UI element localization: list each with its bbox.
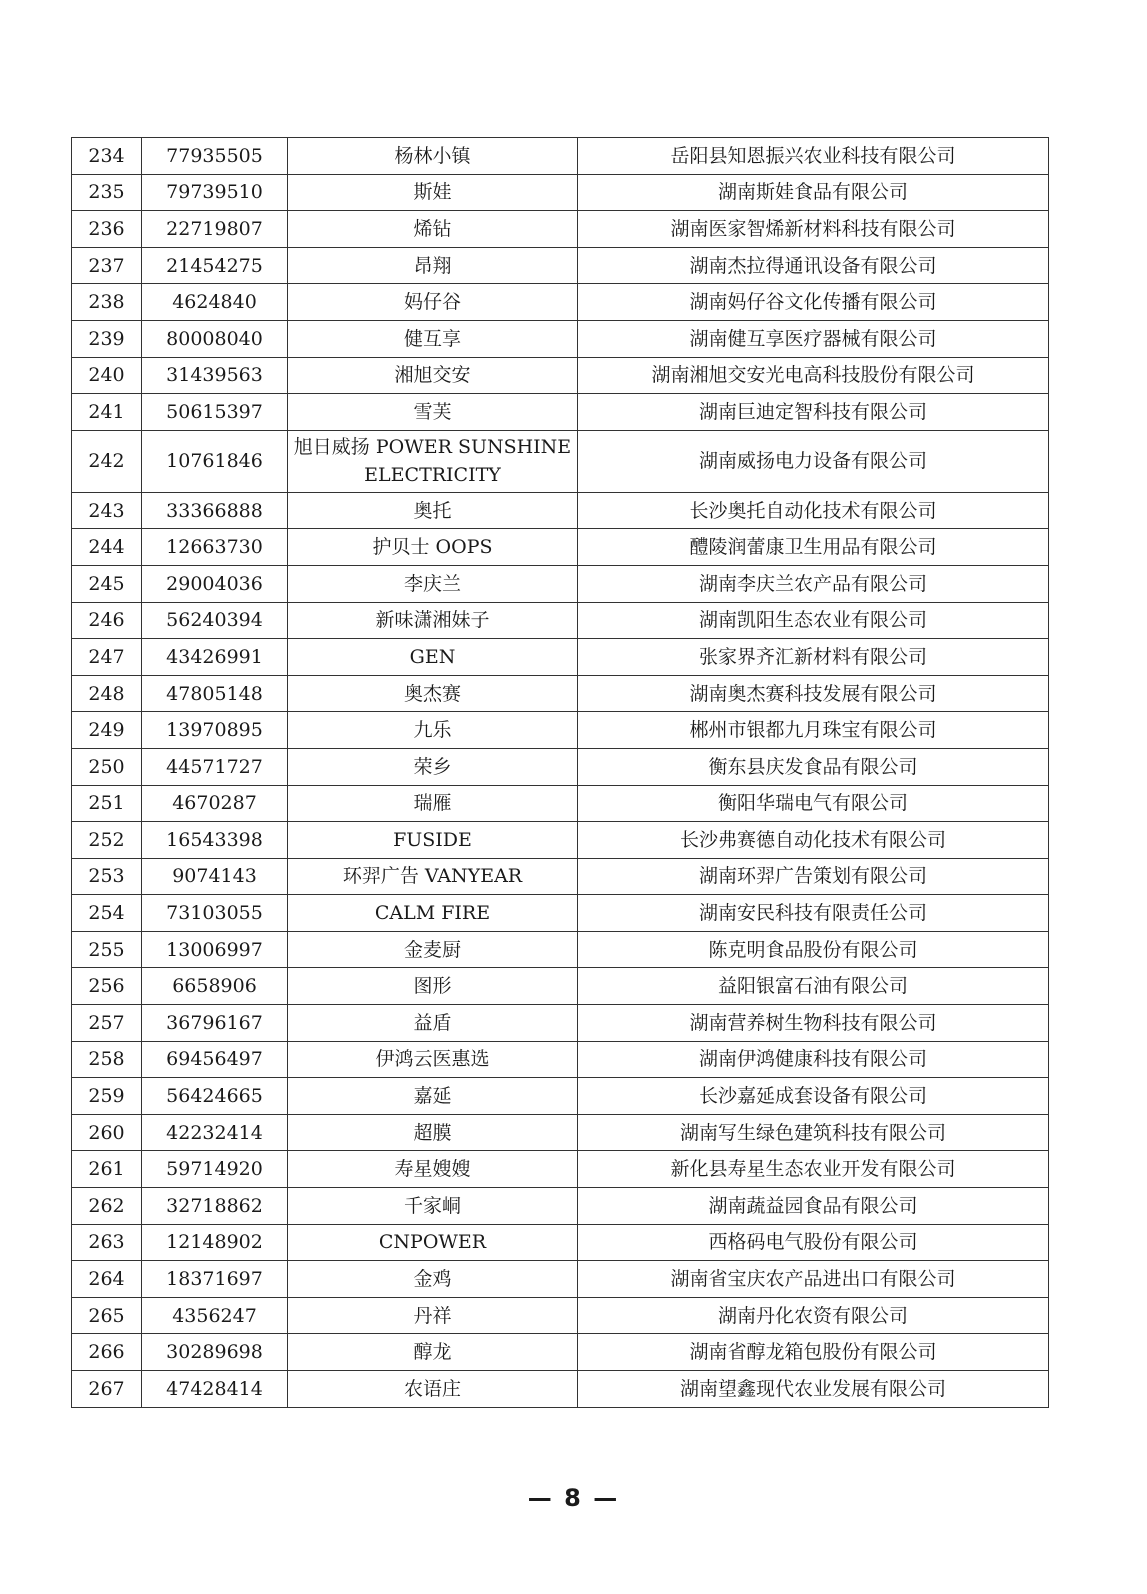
registration-number-cell: 6658906 — [142, 968, 288, 1005]
owner-cell: 湖南湘旭交安光电高科技股份有限公司 — [578, 357, 1049, 394]
registration-number-cell: 31439563 — [142, 357, 288, 394]
trademark-cell: 新味潇湘妹子 — [288, 602, 578, 639]
table-row — [72, 639, 1049, 676]
owner-cell: 湖南省醇龙箱包股份有限公司 — [578, 1334, 1049, 1371]
table-row — [72, 1224, 1049, 1261]
owner-cell: 湖南李庆兰农产品有限公司 — [578, 565, 1049, 602]
row-number-cell: 235 — [72, 174, 142, 211]
registration-number-cell: 43426991 — [142, 639, 288, 676]
owner-cell: 湖南健互享医疗器械有限公司 — [578, 320, 1049, 357]
table-row — [72, 822, 1049, 859]
trademark-cell: 旭日威扬 POWER SUNSHINE ELECTRICITY — [288, 430, 578, 492]
registration-number-cell: 44571727 — [142, 748, 288, 785]
table-row — [72, 675, 1049, 712]
trademark-cell: 农语庄 — [288, 1371, 578, 1408]
registration-number-cell: 29004036 — [142, 565, 288, 602]
trademark-cell: 荣乡 — [288, 748, 578, 785]
owner-cell: 长沙奥托自动化技术有限公司 — [578, 492, 1049, 529]
registration-number-cell: 4670287 — [142, 785, 288, 822]
trademark-table-body — [72, 138, 1049, 1408]
table-row — [72, 748, 1049, 785]
table-row — [72, 1041, 1049, 1078]
trademark-cell: 雪芙 — [288, 394, 578, 431]
table-row — [72, 712, 1049, 749]
row-number-cell: 250 — [72, 748, 142, 785]
table-row — [72, 1188, 1049, 1225]
row-number-cell: 246 — [72, 602, 142, 639]
table-row — [72, 284, 1049, 321]
owner-cell: 陈克明食品股份有限公司 — [578, 931, 1049, 968]
registration-number-cell: 59714920 — [142, 1151, 288, 1188]
registration-number-cell: 73103055 — [142, 895, 288, 932]
owner-cell: 湖南省宝庆农产品进出口有限公司 — [578, 1261, 1049, 1298]
trademark-cell: 杨林小镇 — [288, 138, 578, 175]
row-number-cell: 264 — [72, 1261, 142, 1298]
row-number-cell: 238 — [72, 284, 142, 321]
owner-cell: 郴州市银都九月珠宝有限公司 — [578, 712, 1049, 749]
owner-cell: 湖南凯阳生态农业有限公司 — [578, 602, 1049, 639]
row-number-cell: 258 — [72, 1041, 142, 1078]
row-number-cell: 252 — [72, 822, 142, 859]
row-number-cell: 241 — [72, 394, 142, 431]
table-row — [72, 1114, 1049, 1151]
owner-cell: 长沙弗赛德自动化技术有限公司 — [578, 822, 1049, 859]
trademark-cell: GEN — [288, 639, 578, 676]
row-number-cell: 237 — [72, 247, 142, 284]
table-row — [72, 320, 1049, 357]
registration-number-cell: 30289698 — [142, 1334, 288, 1371]
registration-number-cell: 18371697 — [142, 1261, 288, 1298]
row-number-cell: 247 — [72, 639, 142, 676]
owner-cell: 湖南安民科技有限责任公司 — [578, 895, 1049, 932]
trademark-cell: 千家峒 — [288, 1188, 578, 1225]
trademark-cell: CNPOWER — [288, 1224, 578, 1261]
registration-number-cell: 4356247 — [142, 1297, 288, 1334]
row-number-cell: 242 — [72, 430, 142, 492]
table-row — [72, 1371, 1049, 1408]
trademark-cell: 李庆兰 — [288, 565, 578, 602]
table-row — [72, 138, 1049, 175]
registration-number-cell: 13970895 — [142, 712, 288, 749]
row-number-cell: 249 — [72, 712, 142, 749]
trademark-cell: 斯娃 — [288, 174, 578, 211]
owner-cell: 湖南奥杰赛科技发展有限公司 — [578, 675, 1049, 712]
row-number-cell: 244 — [72, 529, 142, 566]
trademark-cell: 九乐 — [288, 712, 578, 749]
trademark-cell: 丹祥 — [288, 1297, 578, 1334]
row-number-cell: 266 — [72, 1334, 142, 1371]
owner-cell: 张家界齐汇新材料有限公司 — [578, 639, 1049, 676]
registration-number-cell: 12663730 — [142, 529, 288, 566]
trademark-cell: 护贝士 OOPS — [288, 529, 578, 566]
owner-cell: 湖南伊鸿健康科技有限公司 — [578, 1041, 1049, 1078]
row-number-cell: 240 — [72, 357, 142, 394]
registration-number-cell: 32718862 — [142, 1188, 288, 1225]
trademark-cell: 益盾 — [288, 1005, 578, 1042]
owner-cell: 益阳银富石油有限公司 — [578, 968, 1049, 1005]
registration-number-cell: 47805148 — [142, 675, 288, 712]
trademark-cell: 环羿广告 VANYEAR — [288, 858, 578, 895]
table-row — [72, 1005, 1049, 1042]
owner-cell: 湖南巨迪定智科技有限公司 — [578, 394, 1049, 431]
row-number-cell: 256 — [72, 968, 142, 1005]
owner-cell: 湖南威扬电力设备有限公司 — [578, 430, 1049, 492]
owner-cell: 长沙嘉延成套设备有限公司 — [578, 1078, 1049, 1115]
owner-cell: 衡东县庆发食品有限公司 — [578, 748, 1049, 785]
trademark-cell: 健互享 — [288, 320, 578, 357]
owner-cell: 新化县寿星生态农业开发有限公司 — [578, 1151, 1049, 1188]
registration-number-cell: 16543398 — [142, 822, 288, 859]
table-row — [72, 1151, 1049, 1188]
table-row — [72, 357, 1049, 394]
registration-number-cell: 80008040 — [142, 320, 288, 357]
table-row — [72, 492, 1049, 529]
trademark-cell: FUSIDE — [288, 822, 578, 859]
table-row — [72, 174, 1049, 211]
trademark-cell: 伊鸿云医惠选 — [288, 1041, 578, 1078]
owner-cell: 岳阳县知恩振兴农业科技有限公司 — [578, 138, 1049, 175]
trademark-cell: 金麦厨 — [288, 931, 578, 968]
registration-number-cell: 36796167 — [142, 1005, 288, 1042]
row-number-cell: 262 — [72, 1188, 142, 1225]
registration-number-cell: 10761846 — [142, 430, 288, 492]
row-number-cell: 259 — [72, 1078, 142, 1115]
trademark-cell: 昂翔 — [288, 247, 578, 284]
owner-cell: 湖南写生绿色建筑科技有限公司 — [578, 1114, 1049, 1151]
trademark-cell: 金鸡 — [288, 1261, 578, 1298]
trademark-cell: 妈仔谷 — [288, 284, 578, 321]
table-row — [72, 394, 1049, 431]
registration-number-cell: 50615397 — [142, 394, 288, 431]
row-number-cell: 253 — [72, 858, 142, 895]
owner-cell: 醴陵润蕾康卫生用品有限公司 — [578, 529, 1049, 566]
row-number-cell: 261 — [72, 1151, 142, 1188]
table-row — [72, 858, 1049, 895]
trademark-cell: 图形 — [288, 968, 578, 1005]
row-number-cell: 243 — [72, 492, 142, 529]
registration-number-cell: 12148902 — [142, 1224, 288, 1261]
table-row — [72, 565, 1049, 602]
trademark-cell: 嘉延 — [288, 1078, 578, 1115]
registration-number-cell: 33366888 — [142, 492, 288, 529]
registration-number-cell: 56240394 — [142, 602, 288, 639]
owner-cell: 湖南营养树生物科技有限公司 — [578, 1005, 1049, 1042]
table-row — [72, 895, 1049, 932]
table-row — [72, 1078, 1049, 1115]
trademark-cell: 奥杰赛 — [288, 675, 578, 712]
table-row — [72, 1334, 1049, 1371]
owner-cell: 西格码电气股份有限公司 — [578, 1224, 1049, 1261]
trademark-cell: 醇龙 — [288, 1334, 578, 1371]
table-row — [72, 602, 1049, 639]
table-row — [72, 247, 1049, 284]
row-number-cell: 265 — [72, 1297, 142, 1334]
trademark-cell: 超膜 — [288, 1114, 578, 1151]
trademark-cell: 湘旭交安 — [288, 357, 578, 394]
row-number-cell: 257 — [72, 1005, 142, 1042]
row-number-cell: 263 — [72, 1224, 142, 1261]
registration-number-cell: 56424665 — [142, 1078, 288, 1115]
owner-cell: 湖南蔬益园食品有限公司 — [578, 1188, 1049, 1225]
table-row — [72, 968, 1049, 1005]
owner-cell: 湖南丹化农资有限公司 — [578, 1297, 1049, 1334]
owner-cell: 衡阳华瑞电气有限公司 — [578, 785, 1049, 822]
registration-number-cell: 22719807 — [142, 211, 288, 248]
trademark-cell: 瑞雁 — [288, 785, 578, 822]
table-row — [72, 931, 1049, 968]
row-number-cell: 251 — [72, 785, 142, 822]
trademark-cell: CALM FIRE — [288, 895, 578, 932]
owner-cell: 湖南杰拉得通讯设备有限公司 — [578, 247, 1049, 284]
trademark-cell: 奥托 — [288, 492, 578, 529]
owner-cell: 湖南妈仔谷文化传播有限公司 — [578, 284, 1049, 321]
registration-number-cell: 21454275 — [142, 247, 288, 284]
trademark-table — [71, 137, 1049, 1408]
trademark-cell: 烯钻 — [288, 211, 578, 248]
table-row — [72, 785, 1049, 822]
row-number-cell: 254 — [72, 895, 142, 932]
owner-cell: 湖南望鑫现代农业发展有限公司 — [578, 1371, 1049, 1408]
row-number-cell: 260 — [72, 1114, 142, 1151]
row-number-cell: 236 — [72, 211, 142, 248]
registration-number-cell: 77935505 — [142, 138, 288, 175]
registration-number-cell: 47428414 — [142, 1371, 288, 1408]
owner-cell: 湖南医家智烯新材料科技有限公司 — [578, 211, 1049, 248]
registration-number-cell: 13006997 — [142, 931, 288, 968]
registration-number-cell: 69456497 — [142, 1041, 288, 1078]
row-number-cell: 255 — [72, 931, 142, 968]
registration-number-cell: 4624840 — [142, 284, 288, 321]
row-number-cell: 234 — [72, 138, 142, 175]
registration-number-cell: 9074143 — [142, 858, 288, 895]
table-row — [72, 211, 1049, 248]
table-row — [72, 1261, 1049, 1298]
row-number-cell: 245 — [72, 565, 142, 602]
table-row — [72, 430, 1049, 492]
table-row — [72, 529, 1049, 566]
row-number-cell: 248 — [72, 675, 142, 712]
registration-number-cell: 79739510 — [142, 174, 288, 211]
row-number-cell: 239 — [72, 320, 142, 357]
registration-number-cell: 42232414 — [142, 1114, 288, 1151]
owner-cell: 湖南环羿广告策划有限公司 — [578, 858, 1049, 895]
trademark-cell: 寿星嫂嫂 — [288, 1151, 578, 1188]
owner-cell: 湖南斯娃食品有限公司 — [578, 174, 1049, 211]
row-number-cell: 267 — [72, 1371, 142, 1408]
table-row — [72, 1297, 1049, 1334]
page-number: — 8 — — [527, 1484, 620, 1512]
